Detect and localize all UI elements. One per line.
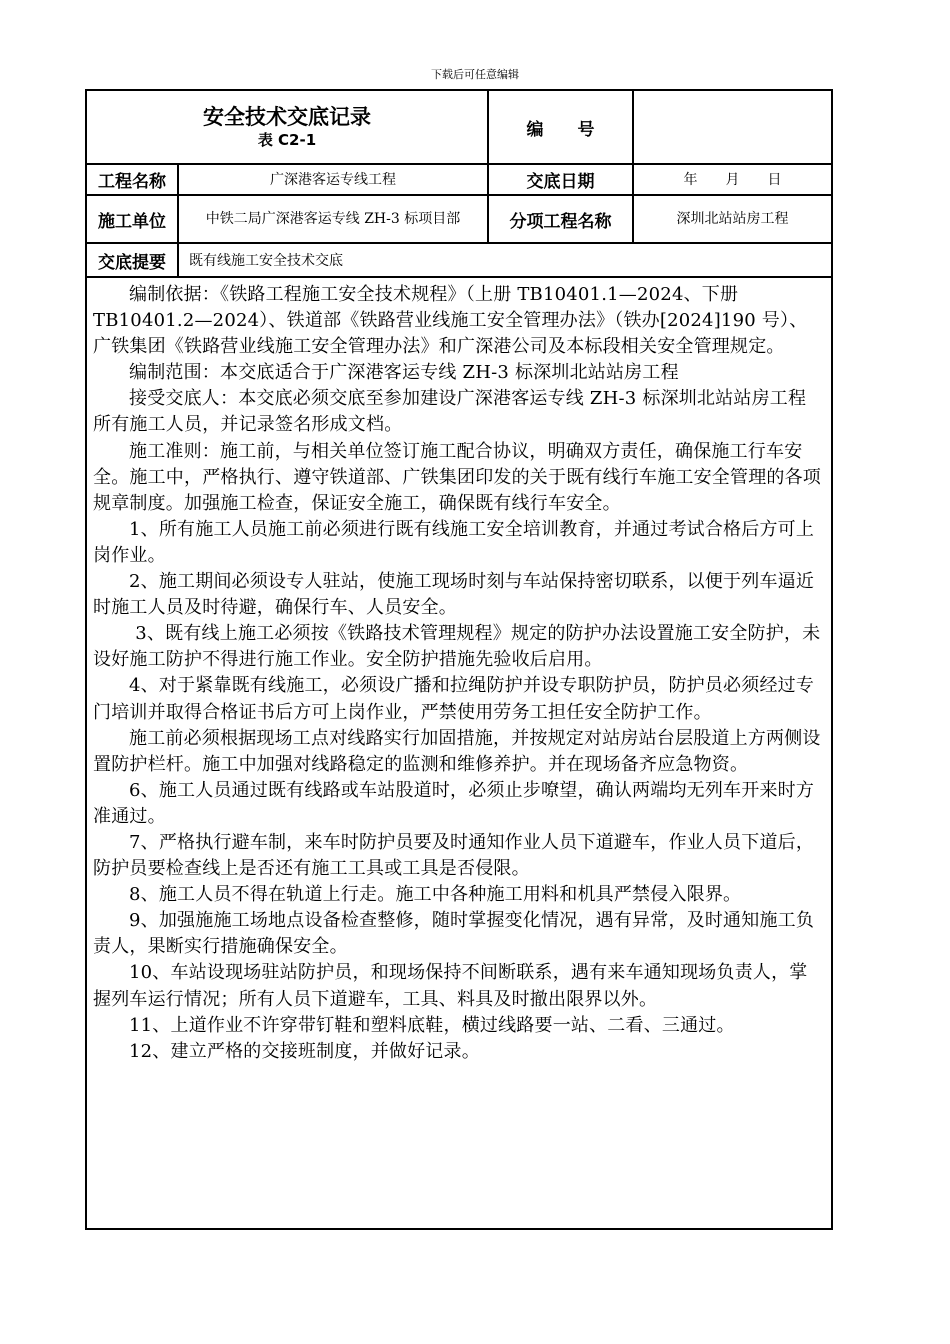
subproject-value[interactable]: 深圳北站站房工程 bbox=[633, 195, 832, 243]
subproject-label: 分项工程名称 bbox=[488, 195, 633, 243]
paragraph-item-5: 施工前必须根据现场工点对线路实行加固措施，并按规定对站房站台层股道上方两侧设置防护栏杆。施工中加强对线路稳定的监测和维修养护。并在现场备齐应急物资。 bbox=[93, 727, 821, 775]
form-title-cell bbox=[86, 90, 488, 164]
paragraph-item-4: 4、对于紧靠既有线施工，必须设广播和拉绳防护并设专职防护员，防护员必须经过专门培训并取得合格证书后方可上岗作业，严禁使用劳务工担任安全防护工作。 bbox=[93, 675, 815, 723]
paragraph-item-1: 1、所有施工人员施工前必须进行既有线施工安全培训教育，并通过考试合格后方可上岗作业。 bbox=[93, 518, 815, 566]
paragraph-recipients: 接受交底人：本交底必须交底至参加建设广深港客运专线 ZH-3 标深圳北站站房工程所有施工人员，并记录签名形成文档。 bbox=[93, 388, 807, 436]
paragraph-item-3: 3、既有线上施工必须按《铁路技术管理规程》规定的防护办法设置施工安全防护，未设好施工防护不得进行施工作业。安全防护措施先验收后启用。 bbox=[93, 623, 821, 671]
paragraph-item-8: 8、施工人员不得在轨道上行走。施工中各种施工用料和机具严禁侵入限界。 bbox=[129, 884, 742, 906]
contractor-value[interactable]: 中铁二局广深港客运专线 ZH-3 标项目部 bbox=[178, 195, 488, 243]
disclosure-form-table bbox=[85, 89, 833, 1230]
disclosure-content bbox=[86, 277, 832, 1229]
contractor-label: 施工单位 bbox=[86, 195, 178, 243]
summary-label: 交底提要 bbox=[86, 243, 178, 277]
project-name-value[interactable]: 广深港客运专线工程 bbox=[178, 164, 488, 195]
paragraph-item-7: 7、严格执行避车制，来车时防护员要及时通知作业人员下道避车，作业人员下道后，防护员要检查线上是否还有施工工具或工具是否侵限。 bbox=[93, 831, 815, 880]
project-name-label: 工程名称 bbox=[86, 164, 178, 195]
form-code: 表 C2-1 bbox=[257, 131, 317, 149]
paragraph-item-11: 11、上道作业不许穿带钉鞋和塑料底鞋，横过线路要一站、二看、三通过。 bbox=[129, 1014, 735, 1036]
header-note: 下载后可任意编辑 bbox=[431, 68, 519, 81]
paragraph-scope: 编制范围：本交底适合于广深港客运专线 ZH-3 标深圳北站站房工程 bbox=[129, 362, 679, 384]
number-label: 编 号 bbox=[488, 90, 633, 164]
paragraph-item-9: 9、加强施施工场地点设备检查整修，随时掌握变化情况，遇有异常，及时通知施工负责人，果断实行措施确保安全。 bbox=[93, 910, 815, 958]
paragraph-item-6: 6、施工人员通过既有线路或车站股道时，必须止步嘹望，确认两端均无列车开来时方准通过。 bbox=[93, 779, 815, 827]
date-label: 交底日期 bbox=[488, 164, 633, 195]
summary-value[interactable]: 既有线施工安全技术交底 bbox=[178, 243, 832, 277]
paragraph-item-12: 12、建立严格的交接班制度，并做好记录。 bbox=[129, 1040, 480, 1062]
paragraph-item-10: 10、车站设现场驻站防护员，和现场保持不间断联系，遇有来车通知现场负责人，掌握列车运行情况；所有人员下道避车，工具、料具及时撤出限界以外。 bbox=[93, 962, 808, 1010]
paragraph-item-2: 2、施工期间必须设专人驻站，使施工现场时刻与车站保持密切联系，以便于列车逼近时施工人员及时待避，确保行车、人员安全。 bbox=[93, 571, 815, 619]
date-value[interactable]: 年 月 日 bbox=[633, 164, 832, 195]
form-title: 安全技术交底记录 bbox=[203, 105, 371, 129]
number-field[interactable] bbox=[633, 90, 832, 164]
paragraph-basis: 编制依据：《铁路工程施工安全技术规程》（上册 TB10401.1—2024、下册 TB10401.2—2024）、铁道部《铁路营业线施工安全管理办法》（铁办[2024]190 号）、广铁集团《铁路营业线施工安全管理办法》和广深港公司及本标段相关安全管理规定。 bbox=[93, 284, 808, 358]
paragraph-principles: 施工准则：施工前，与相关单位签订施工配合协议，明确双方责任，确保施工行车安全。施工中，严格执行、遵守铁道部、广铁集团印发的关于既有线行车施工安全管理的各项规章制度。加强施工检查，保证安全施工，确保既有线行车安全。 bbox=[93, 440, 821, 514]
